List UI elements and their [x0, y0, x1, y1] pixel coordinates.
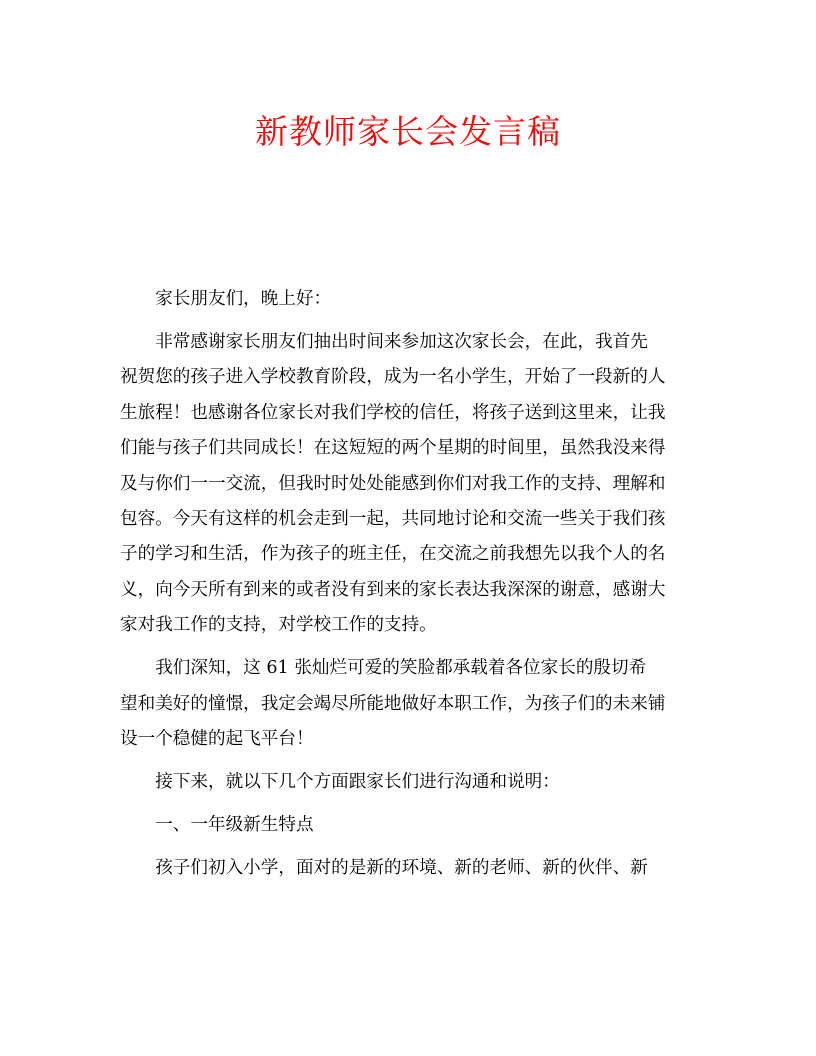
paragraph-new-students [120, 851, 698, 886]
paragraph-intro [120, 765, 698, 800]
paragraph-commitment [120, 651, 698, 757]
section-heading-1 [120, 808, 698, 843]
paragraph-thanks [120, 325, 698, 644]
text-line: 及与你们一一交流，但我时时处处能感到你们对我工作的支持、理解和 [120, 473, 666, 494]
text-line: 包容。今天有这样的机会走到一起，共同地讨论和交流一些关于我们孩 [120, 509, 666, 530]
text-line: 生旅程！也感谢各位家长对我们学校的信任，将孩子送到这里来，让我 [120, 402, 666, 423]
text-line: 非常感谢家长朋友们抽出时间来参加这次家长会，在此，我首先 [155, 332, 648, 352]
text-line: 家长朋友们，晚上好： [155, 289, 332, 309]
document-title: 新教师家长会发言稿 [255, 112, 561, 151]
text-line: 家对我工作的支持，对学校工作的支持。 [120, 615, 437, 636]
text-line: 望和美好的憧憬，我定会竭尽所能地做好本职工作，为孩子们的未来铺 [120, 693, 666, 714]
text-line: 子的学习和生活，作为孩子的班主任，在交流之前我想先以我个人的名 [120, 544, 666, 565]
text-line: 义，向今天所有到来的或者没有到来的家长表达我深深的谢意，感谢大 [120, 579, 666, 600]
text-line: 接下来，就以下几个方面跟家长们进行沟通和说明： [155, 772, 560, 793]
paragraph-greeting [120, 282, 698, 317]
document-body [120, 282, 698, 894]
text-line: 我们深知，这 61 张灿烂可爱的笑脸都承载着各位家长的殷切希 [155, 658, 647, 679]
text-line: 祝贺您的孩子进入学校教育阶段，成为一名小学生，开始了一段新的人 [120, 367, 666, 388]
text-line: 一、一年级新生特点 [155, 815, 314, 836]
text-line: 们能与孩子们共同成长！在这短短的两个星期的时间里，虽然我没来得 [120, 438, 666, 459]
text-line: 设一个稳健的起飞平台！ [120, 729, 314, 750]
text-line: 孩子们初入小学，面对的是新的环境、新的老师、新的伙伴、新 [155, 858, 648, 879]
